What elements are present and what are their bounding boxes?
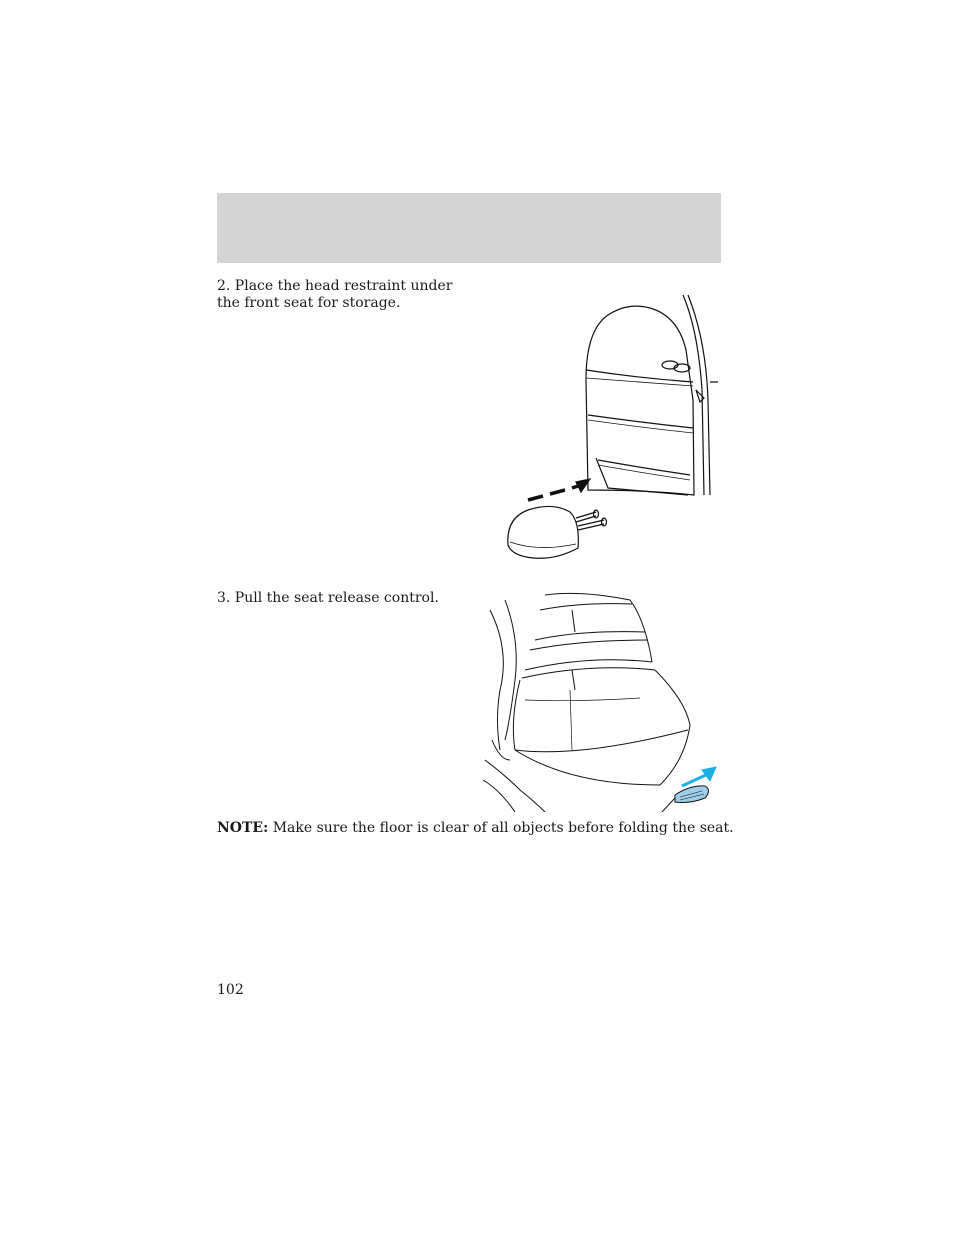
head-restraint-storage-illustration — [498, 290, 728, 562]
note-label: NOTE: — [217, 820, 269, 836]
note-text: Make sure the floor is clear of all objects before folding the seat. — [268, 820, 734, 836]
step-3-text: 3. Pull the seat release control. — [217, 590, 439, 606]
step-2-text: 2. Place the head restraint under the front seat for storage. — [217, 278, 453, 311]
seat-release-control-illustration — [480, 590, 725, 812]
section-header-band — [217, 193, 721, 263]
note-paragraph — [217, 820, 734, 837]
page-number: 102 — [217, 982, 244, 998]
